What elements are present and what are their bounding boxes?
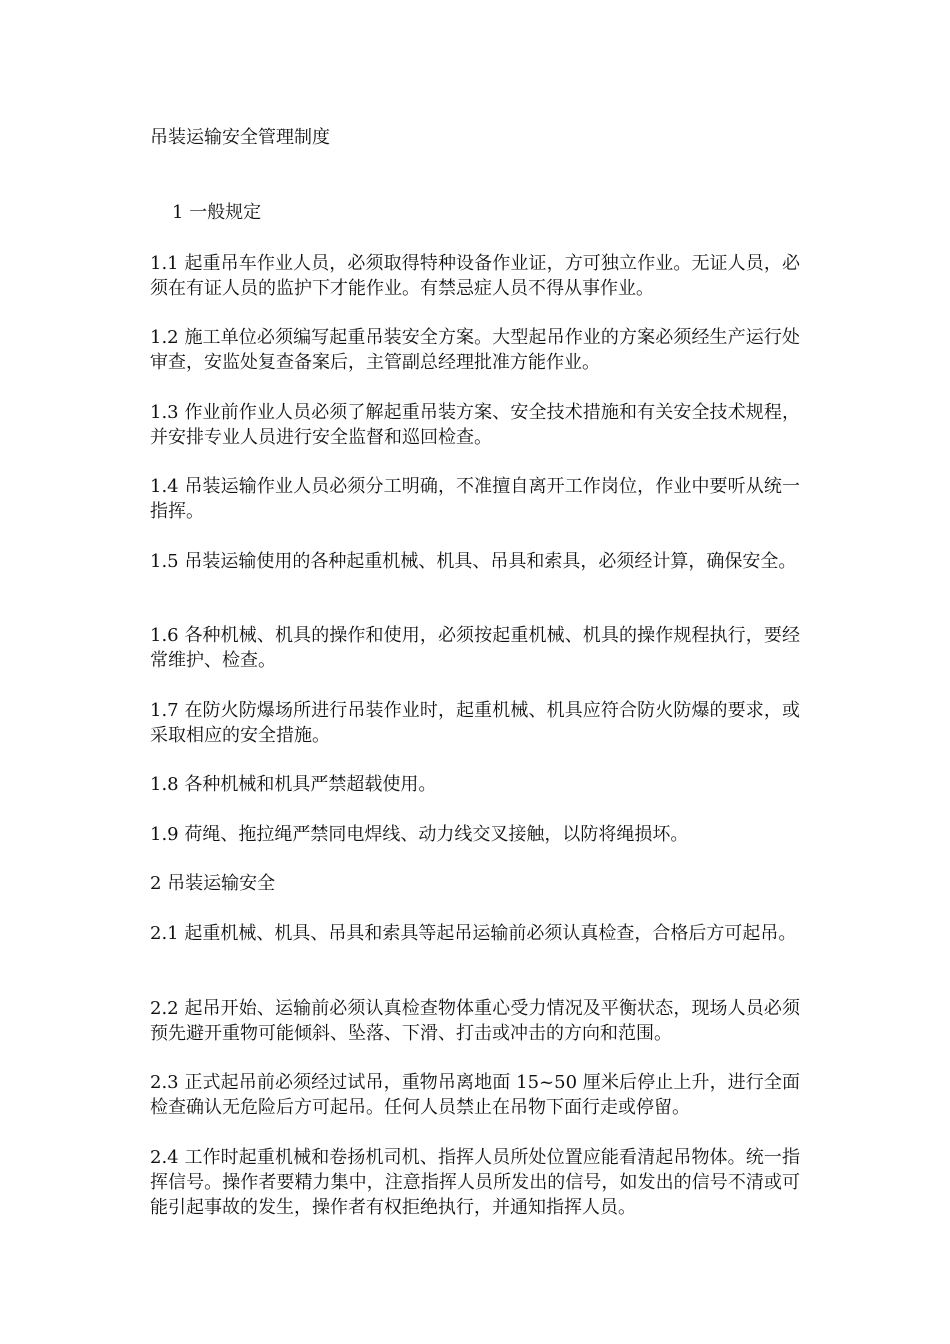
paragraph-1-1: 1.1 起重吊车作业人员，必须取得特种设备作业证，方可独立作业。无证人员，必须在有证人员的监护下才能作业。有禁忌症人员不得从事作业。 (150, 253, 800, 299)
paragraph-1-4: 1.4 吊装运输作业人员必须分工明确，不准擅自离开工作岗位，作业中要听从统一指挥。 (150, 476, 800, 522)
paragraph-2-2: 2.2 起吊开始、运输前必须认真检查物体重心受力情况及平衡状态，现场人员必须预先避开重物可能倾斜、坠落、下滑、打击或冲击的方向和范围。 (150, 998, 800, 1044)
paragraph-1-2: 1.2 施工单位必须编写起重吊装安全方案。大型起吊作业的方案必须经生产运行处审查，安监处复查备案后，主管副总经理批准方能作业。 (150, 327, 800, 373)
paragraph-1-9: 1.9 荷绳、拖拉绳严禁同电焊线、动力线交叉接触，以防将绳损坏。 (150, 824, 689, 845)
paragraph-2-3: 2.3 正式起吊前必须经过试吊，重物吊离地面 15~50 厘米后停止上升，进行全面检查确认无危险后方可起吊。任何人员禁止在吊物下面行走或停留。 (150, 1072, 800, 1118)
document-title: 吊装运输安全管理制度 (150, 127, 330, 148)
paragraph-1-7: 1.7 在防火防爆场所进行吊装作业时，起重机械、机具应符合防火防爆的要求，或采取相应的安全措施。 (150, 700, 800, 746)
paragraph-1-8: 1.8 各种机械和机具严禁超载使用。 (150, 774, 437, 795)
paragraph-1-3: 1.3 作业前作业人员必须了解起重吊装方案、安全技术措施和有关安全技术规程，并安排专业人员进行安全监督和巡回检查。 (150, 402, 800, 448)
section-heading-lifting-transport: 2 吊装运输安全 (150, 873, 276, 894)
paragraph-2-4: 2.4 工作时起重机械和卷扬机司机、指挥人员所处位置应能看清起吊物体。统一指挥信号。操作者要精力集中，注意指挥人员所发出的信号，如发出的信号不清或可能引起事故的发生，操作者有权拒绝执行，并通知指挥人员。 (150, 1147, 800, 1218)
paragraph-1-5: 1.5 吊装运输使用的各种起重机械、机具、吊具和索具，必须经计算，确保安全。 (150, 551, 797, 572)
paragraph-2-1: 2.1 起重机械、机具、吊具和索具等起吊运输前必须认真检查，合格后方可起吊。 (150, 923, 797, 944)
section-heading-general: 1 一般规定 (172, 202, 262, 223)
paragraph-1-6: 1.6 各种机械、机具的操作和使用，必须按起重机械、机具的操作规程执行，要经常维护、检查。 (150, 625, 800, 671)
